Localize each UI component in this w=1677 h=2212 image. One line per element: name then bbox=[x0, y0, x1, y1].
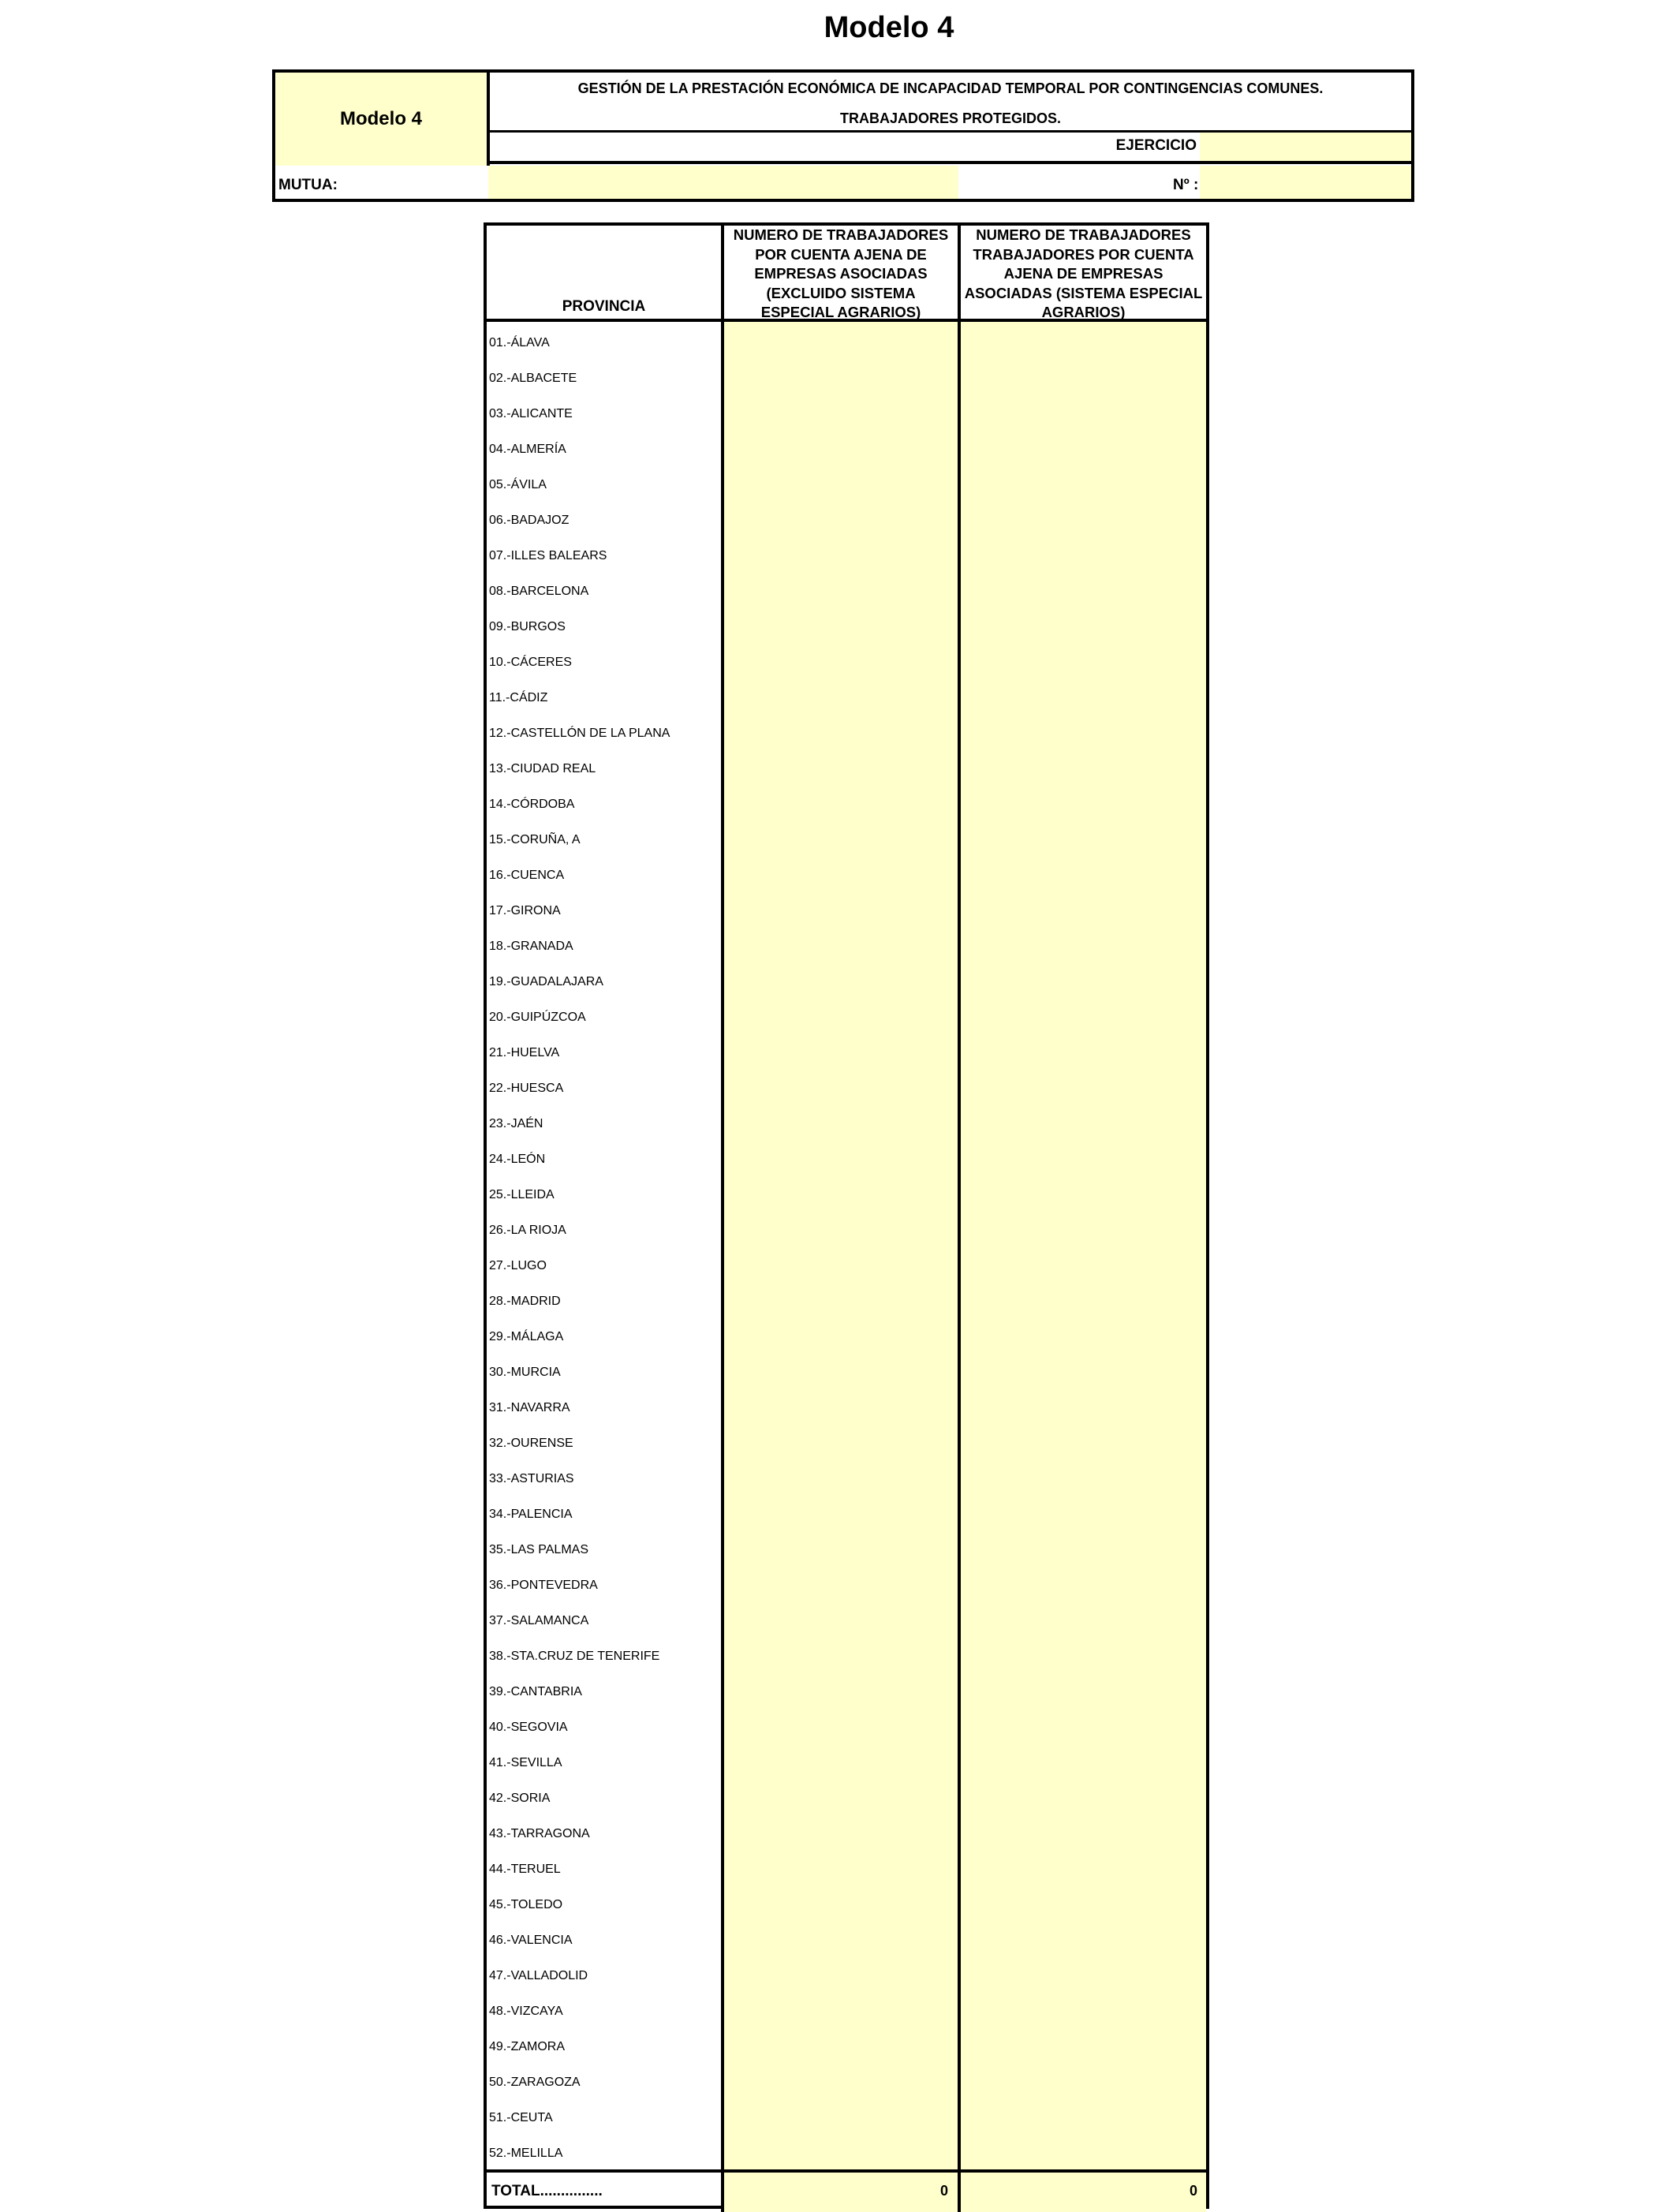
table-row bbox=[487, 2061, 721, 2097]
table-row bbox=[487, 748, 721, 783]
table-row bbox=[487, 2026, 721, 2061]
province-label: 18.-GRANADA bbox=[489, 940, 573, 953]
province-label: 13.-CIUDAD REAL bbox=[489, 762, 596, 775]
table-row bbox=[487, 1955, 721, 1990]
column-header-col2 bbox=[961, 226, 1206, 319]
province-label: 35.-LAS PALMAS bbox=[489, 1543, 588, 1556]
province-label: 38.-STA.CRUZ DE TENERIFE bbox=[489, 1650, 660, 1663]
ejercicio-label: EJERCICIO bbox=[1115, 137, 1197, 154]
province-label: 17.-GIRONA bbox=[489, 904, 561, 917]
province-label: 01.-ÁLAVA bbox=[489, 336, 550, 349]
table-row bbox=[487, 925, 721, 961]
province-rows bbox=[487, 322, 721, 2168]
table-row bbox=[487, 712, 721, 748]
column-divider bbox=[958, 226, 961, 2212]
form-title bbox=[490, 73, 1411, 133]
table-row bbox=[487, 2132, 721, 2168]
provinces-table bbox=[484, 222, 1209, 2209]
table-row bbox=[487, 464, 721, 499]
province-label: 37.-SALAMANCA bbox=[489, 1614, 589, 1627]
province-label: 46.-VALENCIA bbox=[489, 1934, 573, 1947]
table-row bbox=[487, 1742, 721, 1777]
province-label: 31.-NAVARRA bbox=[489, 1401, 570, 1414]
table-row bbox=[487, 1529, 721, 1564]
column-divider bbox=[721, 226, 724, 2212]
province-label: 39.-CANTABRIA bbox=[489, 1685, 582, 1698]
col1-header-line: POR CUENTA AJENA DE bbox=[755, 245, 927, 263]
table-row bbox=[487, 996, 721, 1032]
province-label: 02.-ALBACETE bbox=[489, 372, 577, 385]
table-row bbox=[487, 1316, 721, 1351]
column-header-provincia: PROVINCIA bbox=[562, 298, 646, 315]
form-header bbox=[272, 69, 1414, 202]
province-label: 48.-VIZCAYA bbox=[489, 2005, 563, 2018]
table-row bbox=[487, 819, 721, 854]
table-row bbox=[487, 357, 721, 393]
table-row bbox=[487, 1280, 721, 1316]
mutua-input[interactable] bbox=[488, 166, 958, 199]
province-label: 29.-MÁLAGA bbox=[489, 1330, 564, 1343]
province-label: 41.-SEVILLA bbox=[489, 1756, 562, 1769]
table-row bbox=[487, 1671, 721, 1706]
col2-input-area[interactable] bbox=[961, 322, 1206, 2212]
col1-header-line: EMPRESAS ASOCIADAS bbox=[754, 265, 928, 282]
table-row bbox=[487, 1032, 721, 1067]
province-label: 21.-HUELVA bbox=[489, 1046, 560, 1059]
province-label: 52.-MELILLA bbox=[489, 2147, 563, 2160]
col1-input-area[interactable] bbox=[724, 322, 958, 2212]
ejercicio-input[interactable] bbox=[1200, 133, 1411, 161]
table-row bbox=[487, 783, 721, 819]
table-row bbox=[487, 322, 721, 357]
table-row bbox=[487, 1103, 721, 1138]
province-label: 20.-GUIPÚZCOA bbox=[489, 1011, 586, 1024]
table-row bbox=[487, 1458, 721, 1493]
table-row bbox=[487, 1067, 721, 1103]
province-label: 27.-LUGO bbox=[489, 1259, 547, 1272]
numero-label: Nº : bbox=[1173, 177, 1199, 193]
table-row bbox=[487, 1174, 721, 1209]
province-label: 24.-LEÓN bbox=[489, 1153, 546, 1166]
province-label: 11.-CÁDIZ bbox=[489, 691, 548, 704]
table-row bbox=[487, 393, 721, 428]
table-row bbox=[487, 890, 721, 925]
table-row bbox=[487, 961, 721, 996]
province-label: 44.-TERUEL bbox=[489, 1863, 561, 1876]
table-row bbox=[487, 428, 721, 464]
table-row bbox=[487, 570, 721, 606]
col2-header-line: AJENA DE EMPRESAS bbox=[1003, 265, 1163, 282]
total-col1: 0 bbox=[939, 2183, 948, 2199]
province-label: 40.-SEGOVIA bbox=[489, 1721, 568, 1734]
province-label: 22.-HUESCA bbox=[489, 1082, 564, 1095]
province-label: 07.-ILLES BALEARS bbox=[489, 549, 607, 562]
province-label: 34.-PALENCIA bbox=[489, 1508, 573, 1521]
table-row bbox=[487, 1600, 721, 1635]
province-label: 23.-JAÉN bbox=[489, 1117, 543, 1130]
province-label: 05.-ÁVILA bbox=[489, 478, 547, 491]
total-divider bbox=[487, 2169, 1206, 2173]
form-title-line-1: GESTIÓN DE LA PRESTACIÓN ECONÓMICA DE INCAPACIDAD TEMPORAL POR CONTINGENCIAS COMUNES. bbox=[577, 80, 1324, 96]
province-label: 15.-CORUÑA, A bbox=[489, 833, 581, 846]
col1-header-line: NUMERO DE TRABAJADORES bbox=[733, 226, 949, 243]
table-row bbox=[487, 606, 721, 641]
table-row bbox=[487, 1387, 721, 1422]
province-label: 03.-ALICANTE bbox=[489, 407, 573, 420]
province-label: 06.-BADAJOZ bbox=[489, 514, 570, 527]
table-row bbox=[487, 1493, 721, 1529]
province-label: 50.-ZARAGOZA bbox=[489, 2076, 581, 2089]
table-row bbox=[487, 1564, 721, 1600]
province-label: 30.-MURCIA bbox=[489, 1366, 561, 1379]
column-header-col1 bbox=[724, 226, 958, 319]
table-row bbox=[487, 1422, 721, 1458]
table-row bbox=[487, 1635, 721, 1671]
table-row bbox=[487, 1351, 721, 1387]
province-label: 10.-CÁCERES bbox=[489, 656, 572, 669]
province-label: 19.-GUADALAJARA bbox=[489, 975, 603, 988]
table-row bbox=[487, 1245, 721, 1280]
province-label: 08.-BARCELONA bbox=[489, 585, 589, 598]
table-row bbox=[487, 2097, 721, 2132]
col1-header-line: (EXCLUIDO SISTEMA bbox=[766, 284, 916, 301]
table-row bbox=[487, 499, 721, 535]
province-label: 43.-TARRAGONA bbox=[489, 1827, 590, 1840]
province-label: 33.-ASTURIAS bbox=[489, 1472, 574, 1485]
mutua-label: MUTUA: bbox=[278, 177, 338, 193]
province-label: 09.-BURGOS bbox=[489, 620, 566, 633]
table-row bbox=[487, 641, 721, 677]
province-label: 32.-OURENSE bbox=[489, 1437, 573, 1450]
table-row bbox=[487, 1884, 721, 1919]
page-title: Modelo 4 bbox=[824, 11, 954, 44]
col2-header-line: NUMERO DE TRABAJADORES bbox=[976, 226, 1191, 243]
table-row bbox=[487, 1777, 721, 1813]
province-label: 36.-PONTEVEDRA bbox=[489, 1579, 598, 1592]
total-label: TOTAL............... bbox=[491, 2183, 603, 2199]
mutua-row bbox=[275, 166, 1411, 199]
table-row bbox=[487, 1848, 721, 1884]
numero-input[interactable] bbox=[1200, 166, 1411, 199]
province-label: 25.-LLEIDA bbox=[489, 1188, 555, 1201]
total-col2: 0 bbox=[1189, 2183, 1197, 2199]
table-row bbox=[487, 854, 721, 890]
province-label: 04.-ALMERÍA bbox=[489, 443, 566, 456]
form-title-line-2: TRABAJADORES PROTEGIDOS. bbox=[839, 110, 1062, 126]
ejercicio-row bbox=[490, 133, 1411, 164]
col2-header-line: TRABAJADORES POR CUENTA bbox=[973, 245, 1194, 263]
province-label: 45.-TOLEDO bbox=[489, 1898, 563, 1911]
table-row bbox=[487, 1919, 721, 1955]
province-label: 42.-SORIA bbox=[489, 1792, 551, 1805]
table-row bbox=[487, 1209, 721, 1245]
province-label: 26.-LA RIOJA bbox=[489, 1224, 566, 1237]
table-row bbox=[487, 1813, 721, 1848]
table-row bbox=[487, 1990, 721, 2026]
province-label: 14.-CÓRDOBA bbox=[489, 798, 575, 811]
table-row bbox=[487, 677, 721, 712]
province-label: 49.-ZAMORA bbox=[489, 2040, 566, 2053]
province-label: 16.-CUENCA bbox=[489, 869, 565, 882]
province-label: 51.-CEUTA bbox=[489, 2111, 553, 2124]
province-label: 12.-CASTELLÓN DE LA PLANA bbox=[489, 727, 670, 740]
province-label: 47.-VALLADOLID bbox=[489, 1969, 588, 1982]
col1-header-line: ESPECIAL AGRARIOS) bbox=[760, 304, 921, 320]
table-row bbox=[487, 535, 721, 570]
table-row bbox=[487, 1706, 721, 1742]
province-label: 28.-MADRID bbox=[489, 1295, 561, 1308]
col2-header-line: AGRARIOS) bbox=[1041, 304, 1126, 320]
model-label: Modelo 4 bbox=[275, 73, 490, 166]
table-row bbox=[487, 1138, 721, 1174]
col2-header-line: ASOCIADAS (SISTEMA ESPECIAL bbox=[964, 284, 1203, 301]
